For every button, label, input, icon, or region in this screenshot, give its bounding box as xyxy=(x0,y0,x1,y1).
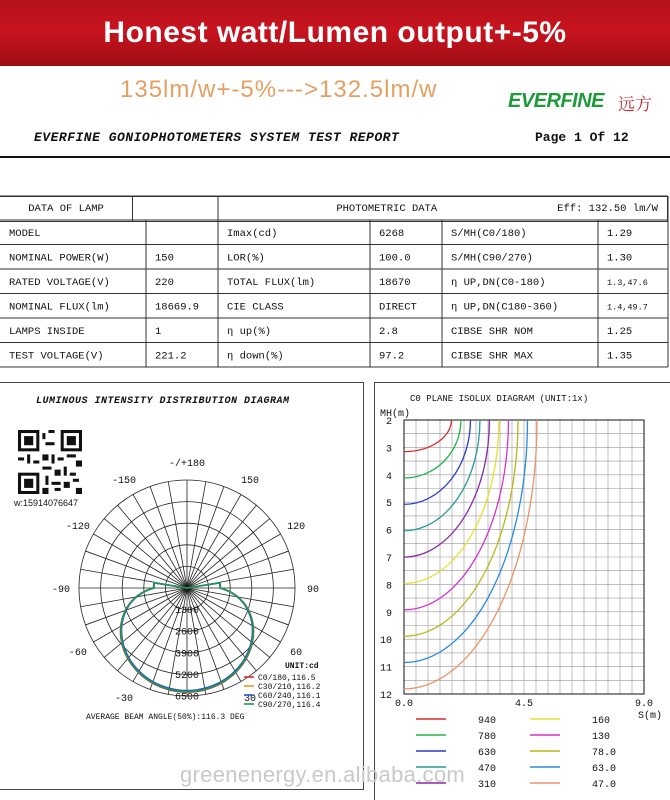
brand-logo-cn: 远方 xyxy=(618,95,652,115)
isolux-contour xyxy=(404,420,499,583)
report-title: EVERFINE GONIOPHOTOMETERS SYSTEM TEST REPORT xyxy=(34,130,400,145)
table-cell: 1.3,47.6 xyxy=(607,278,648,288)
table-cell: NOMINAL FLUX(lm) xyxy=(9,301,110,314)
table-cell: TOTAL FLUX(lm) xyxy=(227,277,316,289)
efficiency-claim: 135lm/w+-5%--->132.5lm/w xyxy=(120,76,438,103)
photometric-data-header: PHOTOMETRIC DATA xyxy=(133,197,500,222)
table-cell: LOR(%) xyxy=(227,252,265,265)
intensity-diagram-title: LUMINOUS INTENSITY DISTRIBUTION DIAGRAM xyxy=(36,396,290,407)
legend-entry: C0/180,116.5 xyxy=(258,674,316,683)
table-cell: 18670 xyxy=(379,277,411,289)
table-cell: η UP,DN(C180-360) xyxy=(451,301,559,314)
table-cell: 221.2 xyxy=(155,350,187,363)
table-cell: RATED VOLTAGE(V) xyxy=(9,277,110,289)
efficacy-value: Eff: 132.50 lm/W xyxy=(499,197,667,222)
polar-ring-label: 1300 xyxy=(174,606,200,618)
table-cell: 1 xyxy=(155,326,162,338)
table-cell: 1.4,49.7 xyxy=(607,302,648,313)
isolux-contour xyxy=(404,420,537,689)
table-cell: CIBSE SHR MAX xyxy=(451,350,533,363)
table-cell: 18669.9 xyxy=(155,301,200,314)
polar-angle-label: -30 xyxy=(114,694,134,706)
table-cell: η up(%) xyxy=(227,326,272,338)
isolux-x-label: S(m) xyxy=(637,711,663,722)
watermark: greenenergy.en.alibaba.com xyxy=(180,762,466,787)
brand-logo: EVERFINE xyxy=(508,90,605,112)
polar-ring-label: 6500 xyxy=(174,692,200,704)
table-cell: Imax(cd) xyxy=(227,228,278,240)
lamp-data-header: DATA OF LAMP xyxy=(0,197,133,222)
polar-angle-label: 60 xyxy=(290,648,303,659)
isolux-y-tick: 4 xyxy=(385,471,392,483)
table-cell: 6268 xyxy=(379,228,405,240)
table-cell: 1.29 xyxy=(607,228,633,240)
table-cell: 1.25 xyxy=(607,326,633,338)
headline-text: Honest watt/Lumen output+-5% xyxy=(103,16,567,49)
isolux-contour xyxy=(404,420,480,531)
polar-ring-label: 0 xyxy=(183,584,191,596)
table-cell: 97.2 xyxy=(379,350,405,363)
isolux-y-label: MH(m) xyxy=(380,409,411,420)
isolux-y-tick: 9 xyxy=(385,608,392,620)
contact-caption: w:15914076647 xyxy=(14,498,79,508)
table-cell: 150 xyxy=(155,252,174,265)
table-cell: η down(%) xyxy=(227,350,284,363)
isolux-legend-value: 130 xyxy=(592,732,611,743)
isolux-legend-value: 470 xyxy=(478,764,497,775)
isolux-x-tick: 4.5 xyxy=(514,699,534,710)
table-cell: 1.35 xyxy=(607,350,633,363)
table-cell: 220 xyxy=(155,277,174,289)
polar-angle-label: -/+180 xyxy=(168,459,206,470)
table-cell: CIE CLASS xyxy=(227,301,284,314)
isolux-legend-value: 160 xyxy=(592,716,611,727)
polar-ring-label: 3900 xyxy=(174,649,200,661)
table-cell: LAMPS INSIDE xyxy=(9,326,85,338)
table-cell: S/MH(C0/180) xyxy=(451,228,527,240)
legend-entry: C30/210,116.2 xyxy=(258,683,321,692)
polar-angle-label: -150 xyxy=(111,475,137,487)
table-cell: 1.30 xyxy=(607,252,633,265)
table-cell: CIBSE SHR NOM xyxy=(451,326,533,338)
table-cell: 2.8 xyxy=(379,326,398,338)
isolux-y-tick: 11 xyxy=(379,663,392,675)
polar-angle-label: -120 xyxy=(65,522,90,533)
isolux-legend-value: 78.0 xyxy=(592,748,617,759)
polar-angle-label: 30 xyxy=(243,694,257,706)
isolux-y-tick: 6 xyxy=(385,526,392,538)
isolux-y-tick: 12 xyxy=(379,691,392,702)
table-cell: TEST VOLTAGE(V) xyxy=(9,350,104,363)
polar-angle-label: 150 xyxy=(240,475,260,487)
table-cell: S/MH(C90/270) xyxy=(451,252,533,265)
polar-diagram xyxy=(0,384,364,714)
isolux-diagram xyxy=(374,400,670,800)
table-cell: 100.0 xyxy=(379,252,411,265)
isolux-legend-value: 780 xyxy=(478,732,497,743)
polar-ring-label: 5200 xyxy=(174,670,200,682)
page-indicator: Page 1 Of 12 xyxy=(535,130,629,145)
legend-entry: C60/240,116.1 xyxy=(258,692,321,701)
polar-angle-label: 120 xyxy=(287,522,306,533)
isolux-y-tick: 2 xyxy=(385,417,392,428)
isolux-x-tick: 0.0 xyxy=(394,699,414,710)
isolux-y-tick: 3 xyxy=(385,444,392,456)
isolux-x-tick: 9.0 xyxy=(634,699,654,710)
table-cell: NOMINAL POWER(W) xyxy=(9,252,110,265)
unit-label: UNIT:cd xyxy=(285,662,319,671)
isolux-legend-value: 63.0 xyxy=(592,764,617,775)
beam-angle: AVERAGE BEAM ANGLE(50%):116.3 DEG xyxy=(86,713,245,722)
isolux-y-tick: 7 xyxy=(385,554,392,565)
isolux-y-tick: 8 xyxy=(385,581,392,593)
isolux-y-tick: 5 xyxy=(385,499,392,511)
isolux-legend-value: 310 xyxy=(478,780,497,791)
table-cell: DIRECT xyxy=(379,301,417,314)
isolux-contour xyxy=(404,420,527,663)
isolux-diagram-title: C0 PLANE ISOLUX DIAGRAM (UNIT:1x) xyxy=(410,394,589,404)
table-cell: η UP,DN(C0-180) xyxy=(451,277,546,289)
legend-entry: C90/270,116.4 xyxy=(258,701,321,710)
polar-angle-label: -60 xyxy=(68,648,87,659)
polar-angle-label: 90 xyxy=(306,585,320,596)
isolux-contour xyxy=(404,420,461,478)
isolux-legend-value: 47.0 xyxy=(592,780,617,791)
polar-angle-label: -90 xyxy=(51,585,71,596)
table-cell: MODEL xyxy=(9,228,41,240)
isolux-legend-value: 940 xyxy=(478,716,497,727)
isolux-legend-value: 630 xyxy=(478,748,497,759)
polar-ring-label: 2600 xyxy=(174,627,200,639)
isolux-y-tick: 10 xyxy=(379,636,392,648)
isolux-contour xyxy=(404,420,470,504)
